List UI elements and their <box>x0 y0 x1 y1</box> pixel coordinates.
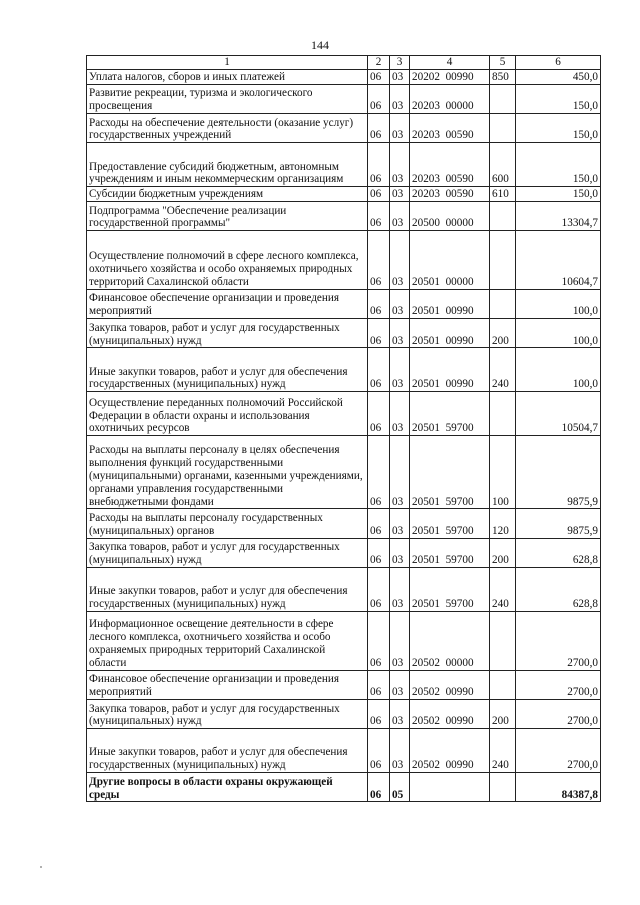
row-expense-type-cell: 200 <box>490 699 516 728</box>
table-row <box>87 348 601 392</box>
row-section-cell: 06 <box>368 699 390 728</box>
row-subsection-cell: 03 <box>390 348 410 392</box>
row-subsection-cell: 03 <box>390 319 410 348</box>
row-name-cell: Закупка товаров, работ и услуг для государственных (муниципальных) нужд <box>87 699 368 728</box>
row-name-cell: Закупка товаров, работ и услуг для государственных (муниципальных) нужд <box>87 538 368 567</box>
row-subsection-cell: 03 <box>390 84 410 113</box>
row-name-cell: Закупка товаров, работ и услуг для государственных (муниципальных) нужд <box>87 319 368 348</box>
header-col-4: 4 <box>410 56 490 70</box>
row-amount-cell: 100,0 <box>516 348 601 392</box>
row-amount-cell: 150,0 <box>516 143 601 187</box>
row-name-cell: Осуществление переданных полномочий Российской Федерации в области охраны и использования охотничьих ресурсов <box>87 392 368 436</box>
row-target-article-cell: 20501 59700 <box>410 392 490 436</box>
row-expense-type-cell: 850 <box>490 70 516 85</box>
row-section-cell: 06 <box>368 289 390 318</box>
table-row <box>87 509 601 538</box>
row-name-cell: Другие вопросы в области охраны окружающей среды <box>87 773 368 802</box>
table-row <box>87 611 601 670</box>
row-subsection-cell: 03 <box>390 670 410 699</box>
row-expense-type-cell <box>490 670 516 699</box>
row-subsection-cell: 05 <box>390 773 410 802</box>
table-row <box>87 392 601 436</box>
row-amount-cell: 2700,0 <box>516 611 601 670</box>
row-name-cell: Предоставление субсидий бюджетным, автономным учреждениям и иным некоммерческим организациям <box>87 143 368 187</box>
row-target-article-cell: 20203 00590 <box>410 187 490 202</box>
row-section-cell: 06 <box>368 538 390 567</box>
scan-speck <box>40 866 42 868</box>
table-row <box>87 436 601 509</box>
row-name-cell: Иные закупки товаров, работ и услуг для обеспечения государственных (муниципальных) нужд <box>87 568 368 612</box>
row-subsection-cell: 03 <box>390 699 410 728</box>
row-section-cell: 06 <box>368 143 390 187</box>
row-section-cell: 06 <box>368 84 390 113</box>
row-name-cell: Уплата налогов, сборов и иных платежей <box>87 70 368 85</box>
row-target-article-cell: 20501 00000 <box>410 231 490 290</box>
row-subsection-cell: 03 <box>390 143 410 187</box>
table-row <box>87 201 601 230</box>
table-row <box>87 84 601 113</box>
table-row <box>87 70 601 85</box>
row-name-cell: Развитие рекреации, туризма и экологического просвещения <box>87 84 368 113</box>
row-target-article-cell: 20500 00000 <box>410 201 490 230</box>
table-row <box>87 319 601 348</box>
header-col-2: 2 <box>368 56 390 70</box>
row-section-cell: 06 <box>368 611 390 670</box>
row-subsection-cell: 03 <box>390 289 410 318</box>
row-target-article-cell: 20203 00590 <box>410 113 490 142</box>
table-row <box>87 143 601 187</box>
row-amount-cell: 150,0 <box>516 113 601 142</box>
row-amount-cell: 2700,0 <box>516 670 601 699</box>
header-col-1: 1 <box>87 56 368 70</box>
row-section-cell: 06 <box>368 319 390 348</box>
table-row <box>87 699 601 728</box>
row-subsection-cell: 03 <box>390 231 410 290</box>
row-expense-type-cell: 240 <box>490 348 516 392</box>
budget-table <box>86 55 601 802</box>
row-target-article-cell: 20502 00990 <box>410 729 490 773</box>
row-target-article-cell: 20501 59700 <box>410 538 490 567</box>
row-subsection-cell: 03 <box>390 538 410 567</box>
row-subsection-cell: 03 <box>390 436 410 509</box>
row-name-cell: Иные закупки товаров, работ и услуг для обеспечения государственных (муниципальных) нужд <box>87 348 368 392</box>
row-amount-cell: 100,0 <box>516 289 601 318</box>
row-expense-type-cell <box>490 611 516 670</box>
row-target-article-cell: 20501 00990 <box>410 348 490 392</box>
row-name-cell: Иные закупки товаров, работ и услуг для обеспечения государственных (муниципальных) нужд <box>87 729 368 773</box>
row-amount-cell: 9875,9 <box>516 436 601 509</box>
row-expense-type-cell: 200 <box>490 538 516 567</box>
row-name-cell: Субсидии бюджетным учреждениям <box>87 187 368 202</box>
row-section-cell: 06 <box>368 348 390 392</box>
row-amount-cell: 10604,7 <box>516 231 601 290</box>
row-amount-cell: 100,0 <box>516 319 601 348</box>
row-target-article-cell: 20203 00590 <box>410 143 490 187</box>
table-row <box>87 670 601 699</box>
row-section-cell: 06 <box>368 773 390 802</box>
row-name-cell: Подпрограмма "Обеспечение реализации государственной программы" <box>87 201 368 230</box>
row-section-cell: 06 <box>368 436 390 509</box>
row-expense-type-cell <box>490 231 516 290</box>
row-target-article-cell: 20502 00000 <box>410 611 490 670</box>
row-amount-cell: 628,8 <box>516 568 601 612</box>
row-target-article-cell: 20501 59700 <box>410 568 490 612</box>
table-row <box>87 231 601 290</box>
row-target-article-cell: 20502 00990 <box>410 699 490 728</box>
row-section-cell: 06 <box>368 113 390 142</box>
row-section-cell: 06 <box>368 729 390 773</box>
row-amount-cell: 2700,0 <box>516 699 601 728</box>
row-expense-type-cell: 240 <box>490 729 516 773</box>
table-row <box>87 729 601 773</box>
row-amount-cell: 13304,7 <box>516 201 601 230</box>
row-name-cell: Осуществление полномочий в сфере лесного комплекса, охотничьего хозяйства и особо охраняемых природных территорий Сахалинской области <box>87 231 368 290</box>
row-subsection-cell: 03 <box>390 611 410 670</box>
row-target-article-cell: 20501 59700 <box>410 509 490 538</box>
row-name-cell: Информационное освещение деятельности в сфере лесного комплекса, охотничьего хозяйства и особо охраняемых природных территорий Сахалинской области <box>87 611 368 670</box>
row-expense-type-cell <box>490 113 516 142</box>
row-amount-cell: 2700,0 <box>516 729 601 773</box>
row-section-cell: 06 <box>368 568 390 612</box>
row-expense-type-cell: 240 <box>490 568 516 612</box>
row-section-cell: 06 <box>368 670 390 699</box>
row-target-article-cell: 20501 59700 <box>410 436 490 509</box>
row-subsection-cell: 03 <box>390 729 410 773</box>
row-subsection-cell: 03 <box>390 201 410 230</box>
row-target-article-cell: 20502 00990 <box>410 670 490 699</box>
row-subsection-cell: 03 <box>390 509 410 538</box>
row-target-article-cell: 20501 00990 <box>410 319 490 348</box>
row-name-cell: Финансовое обеспечение организации и проведения мероприятий <box>87 670 368 699</box>
table-header-row <box>87 56 601 70</box>
row-expense-type-cell <box>490 84 516 113</box>
row-name-cell: Финансовое обеспечение организации и проведения мероприятий <box>87 289 368 318</box>
row-expense-type-cell: 600 <box>490 143 516 187</box>
header-col-6: 6 <box>516 56 601 70</box>
row-subsection-cell: 03 <box>390 392 410 436</box>
row-section-cell: 06 <box>368 201 390 230</box>
row-target-article-cell: 20202 00990 <box>410 70 490 85</box>
row-name-cell: Расходы на выплаты персоналу государственных (муниципальных) органов <box>87 509 368 538</box>
table-row <box>87 113 601 142</box>
row-amount-cell: 150,0 <box>516 84 601 113</box>
row-target-article-cell <box>410 773 490 802</box>
row-section-cell: 06 <box>368 70 390 85</box>
row-name-cell: Расходы на обеспечение деятельности (оказание услуг) государственных учреждений <box>87 113 368 142</box>
table-row <box>87 289 601 318</box>
row-section-cell: 06 <box>368 392 390 436</box>
table-row <box>87 568 601 612</box>
row-expense-type-cell: 610 <box>490 187 516 202</box>
header-col-5: 5 <box>490 56 516 70</box>
row-expense-type-cell <box>490 392 516 436</box>
row-amount-cell: 150,0 <box>516 187 601 202</box>
row-amount-cell: 450,0 <box>516 70 601 85</box>
row-section-cell: 06 <box>368 509 390 538</box>
row-expense-type-cell <box>490 773 516 802</box>
header-col-3: 3 <box>390 56 410 70</box>
row-amount-cell: 9875,9 <box>516 509 601 538</box>
row-expense-type-cell: 200 <box>490 319 516 348</box>
row-expense-type-cell: 100 <box>490 436 516 509</box>
row-amount-cell: 628,8 <box>516 538 601 567</box>
row-expense-type-cell <box>490 201 516 230</box>
row-subsection-cell: 03 <box>390 187 410 202</box>
row-amount-cell: 84387,8 <box>516 773 601 802</box>
row-target-article-cell: 20203 00000 <box>410 84 490 113</box>
page-number: 144 <box>311 38 329 52</box>
row-subsection-cell: 03 <box>390 70 410 85</box>
row-name-cell: Расходы на выплаты персоналу в целях обеспечения выполнения функций государственными (муниципальными) органами, казенными учреждениями, органами управления государственными внебюджетными фондами <box>87 436 368 509</box>
row-expense-type-cell: 120 <box>490 509 516 538</box>
row-subsection-cell: 03 <box>390 113 410 142</box>
row-expense-type-cell <box>490 289 516 318</box>
row-subsection-cell: 03 <box>390 568 410 612</box>
row-amount-cell: 10504,7 <box>516 392 601 436</box>
table-row <box>87 187 601 202</box>
row-section-cell: 06 <box>368 231 390 290</box>
table-row <box>87 773 601 802</box>
row-section-cell: 06 <box>368 187 390 202</box>
row-target-article-cell: 20501 00990 <box>410 289 490 318</box>
table-row <box>87 538 601 567</box>
